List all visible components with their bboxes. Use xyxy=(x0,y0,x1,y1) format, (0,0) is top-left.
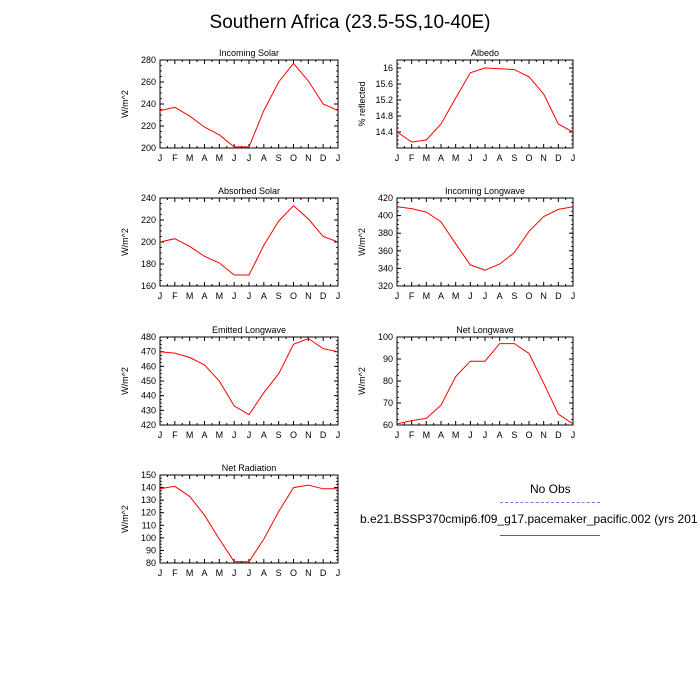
x-tick-label: J xyxy=(157,153,163,163)
x-tick-label: A xyxy=(496,153,503,163)
y-tick-label: 400 xyxy=(377,210,393,221)
panel-title: Albedo xyxy=(470,48,500,58)
x-tick-label: O xyxy=(289,291,298,301)
y-tick-label: 110 xyxy=(141,520,156,531)
y-tick-label: 150 xyxy=(140,470,156,480)
panel-title: Incoming Solar xyxy=(218,48,280,58)
x-tick-label: A xyxy=(260,430,267,440)
x-tick-label: A xyxy=(201,430,208,440)
x-tick-label: J xyxy=(246,568,252,578)
y-tick-label: 120 xyxy=(140,507,156,518)
y-tick-label: 200 xyxy=(140,237,156,247)
y-axis-label: W/m^2 xyxy=(120,90,130,118)
x-tick-label: D xyxy=(555,430,562,440)
x-tick-label: M xyxy=(215,568,224,578)
series-line xyxy=(160,206,338,275)
x-tick-label: J xyxy=(482,430,488,440)
y-tick-label: 100 xyxy=(140,532,156,543)
y-tick-label: 480 xyxy=(140,332,156,342)
x-tick-label: M xyxy=(422,153,431,163)
panel-title: Absorbed Solar xyxy=(217,186,281,196)
x-tick-label: N xyxy=(305,153,312,163)
x-tick-label: A xyxy=(496,291,503,301)
x-tick-label: N xyxy=(305,568,312,578)
x-tick-label: F xyxy=(408,291,415,301)
x-tick-label: J xyxy=(482,153,488,163)
y-axis-label: W/m^2 xyxy=(120,505,130,533)
x-tick-label: S xyxy=(511,153,518,163)
x-tick-label: D xyxy=(319,291,327,301)
x-tick-label: J xyxy=(468,153,473,163)
series-line xyxy=(397,207,573,270)
x-tick-label: A xyxy=(496,430,503,440)
x-tick-label: J xyxy=(394,430,400,440)
x-tick-label: J xyxy=(157,430,163,440)
y-axis-label: W/m^2 xyxy=(120,367,130,395)
x-tick-label: J xyxy=(246,153,252,163)
series-line xyxy=(160,63,338,147)
x-tick-label: M xyxy=(422,291,431,301)
x-tick-label: J xyxy=(246,291,252,301)
plot-frame xyxy=(160,337,338,425)
legend-model-label: b.e21.BSSP370cmip6.f09_g17.pacemaker_pacific.002 (yrs 201 xyxy=(360,512,698,526)
y-tick-label: 90 xyxy=(382,354,393,364)
y-tick-label: 440 xyxy=(140,390,156,401)
y-tick-label: 380 xyxy=(377,228,393,239)
x-tick-label: M xyxy=(422,430,431,440)
x-tick-label: O xyxy=(289,568,298,578)
x-tick-label: M xyxy=(451,291,460,301)
x-tick-label: J xyxy=(335,291,341,301)
x-tick-label: D xyxy=(555,153,562,163)
x-tick-label: O xyxy=(525,430,533,440)
legend-model-line xyxy=(500,535,600,536)
y-tick-label: 460 xyxy=(140,361,156,372)
y-tick-label: 260 xyxy=(140,77,156,87)
y-tick-label: 14.8 xyxy=(375,111,393,121)
x-tick-label: N xyxy=(540,430,547,440)
x-tick-label: O xyxy=(525,153,533,163)
x-tick-label: S xyxy=(275,430,282,440)
x-tick-label: A xyxy=(201,153,208,163)
x-tick-label: M xyxy=(215,153,224,163)
x-tick-label: O xyxy=(289,430,298,440)
x-tick-label: N xyxy=(305,430,312,440)
x-tick-label: M xyxy=(215,430,224,440)
x-tick-label: N xyxy=(540,291,547,301)
x-tick-label: D xyxy=(319,153,327,163)
plot-frame xyxy=(160,475,338,563)
y-axis-label: W/m^2 xyxy=(120,228,130,256)
x-tick-label: A xyxy=(437,153,445,163)
panel-title: Net Radiation xyxy=(221,463,277,473)
x-tick-label: F xyxy=(408,430,415,440)
x-tick-label: S xyxy=(275,291,282,301)
figure-title: Southern Africa (23.5-5S,10-40E) xyxy=(209,12,491,33)
x-tick-label: A xyxy=(437,291,445,301)
x-tick-label: F xyxy=(172,153,178,163)
x-tick-label: J xyxy=(482,291,488,301)
x-tick-label: J xyxy=(231,291,237,301)
x-tick-label: J xyxy=(570,430,576,440)
x-tick-label: S xyxy=(275,568,282,578)
x-tick-label: J xyxy=(157,291,163,301)
x-tick-label: D xyxy=(319,430,327,440)
y-tick-label: 240 xyxy=(140,193,156,203)
x-tick-label: J xyxy=(157,568,163,578)
y-tick-label: 450 xyxy=(140,376,156,386)
y-tick-label: 15.2 xyxy=(375,95,393,105)
x-tick-label: O xyxy=(289,153,298,163)
x-tick-label: N xyxy=(305,291,312,301)
y-tick-label: 240 xyxy=(140,99,156,109)
x-tick-label: J xyxy=(468,430,473,440)
x-tick-label: D xyxy=(319,568,327,578)
x-tick-label: F xyxy=(408,153,415,163)
y-tick-label: 100 xyxy=(377,332,393,342)
x-tick-label: J xyxy=(570,153,576,163)
y-tick-label: 280 xyxy=(140,55,156,65)
y-tick-label: 360 xyxy=(377,245,393,256)
y-axis-label: W/m^2 xyxy=(357,367,367,395)
x-tick-label: F xyxy=(172,291,178,301)
panel-title: Emitted Longwave xyxy=(211,325,287,335)
panel-title: Incoming Longwave xyxy=(444,186,526,196)
y-tick-label: 340 xyxy=(377,263,393,274)
y-tick-label: 420 xyxy=(377,193,393,203)
x-tick-label: O xyxy=(525,291,533,301)
x-tick-label: S xyxy=(275,153,282,163)
x-tick-label: J xyxy=(570,291,576,301)
panel-title: Net Longwave xyxy=(456,325,514,335)
x-tick-label: J xyxy=(394,291,400,301)
y-tick-label: 200 xyxy=(140,143,156,153)
y-axis-label: W/m^2 xyxy=(357,228,367,256)
y-tick-label: 80 xyxy=(145,558,156,568)
y-axis-label: % reflected xyxy=(357,81,367,127)
x-tick-label: S xyxy=(511,291,518,301)
plot-frame xyxy=(160,60,338,148)
x-tick-label: M xyxy=(185,153,194,163)
series-line xyxy=(160,485,338,562)
plot-frame xyxy=(160,198,338,286)
y-tick-label: 70 xyxy=(382,398,393,408)
plot-frame xyxy=(397,60,573,148)
y-tick-label: 90 xyxy=(145,545,156,556)
y-tick-label: 160 xyxy=(140,281,156,291)
x-tick-label: J xyxy=(335,568,341,578)
legend-no-obs-label: No Obs xyxy=(530,482,571,496)
x-tick-label: F xyxy=(172,430,178,440)
x-tick-label: J xyxy=(231,153,237,163)
y-tick-label: 14.4 xyxy=(375,127,393,137)
x-tick-label: J xyxy=(231,568,237,578)
y-tick-label: 470 xyxy=(140,346,156,357)
x-tick-label: F xyxy=(172,568,178,578)
x-tick-label: M xyxy=(451,430,460,440)
legend-obs-line xyxy=(500,502,600,503)
series-line xyxy=(397,68,573,142)
x-tick-label: A xyxy=(437,430,445,440)
x-tick-label: M xyxy=(185,430,194,440)
x-tick-label: J xyxy=(246,430,252,440)
y-tick-label: 80 xyxy=(382,376,393,386)
x-tick-label: J xyxy=(394,153,400,163)
y-tick-label: 140 xyxy=(140,482,156,493)
y-tick-label: 16 xyxy=(382,63,393,73)
x-tick-label: M xyxy=(451,153,460,163)
y-tick-label: 420 xyxy=(140,420,156,430)
x-tick-label: S xyxy=(511,430,518,440)
plot-frame xyxy=(397,337,573,425)
x-tick-label: A xyxy=(260,291,267,301)
y-tick-label: 130 xyxy=(140,495,156,506)
y-tick-label: 220 xyxy=(140,121,156,131)
y-tick-label: 430 xyxy=(140,405,156,416)
x-tick-label: A xyxy=(201,291,208,301)
x-tick-label: J xyxy=(335,430,341,440)
y-tick-label: 180 xyxy=(140,259,156,269)
x-tick-label: M xyxy=(185,568,194,578)
series-line xyxy=(397,344,573,424)
x-tick-label: N xyxy=(540,153,547,163)
legend xyxy=(340,482,700,542)
series-line xyxy=(160,339,338,415)
x-tick-label: A xyxy=(260,153,267,163)
y-tick-label: 320 xyxy=(377,281,393,291)
x-tick-label: M xyxy=(185,291,194,301)
y-tick-label: 15.6 xyxy=(375,79,393,89)
x-tick-label: M xyxy=(215,291,224,301)
x-tick-label: A xyxy=(201,568,208,578)
x-tick-label: A xyxy=(260,568,267,578)
x-tick-label: J xyxy=(335,153,341,163)
x-tick-label: D xyxy=(555,291,562,301)
x-tick-label: J xyxy=(231,430,237,440)
y-tick-label: 60 xyxy=(382,420,393,430)
x-tick-label: J xyxy=(468,291,473,301)
y-tick-label: 220 xyxy=(140,215,156,225)
